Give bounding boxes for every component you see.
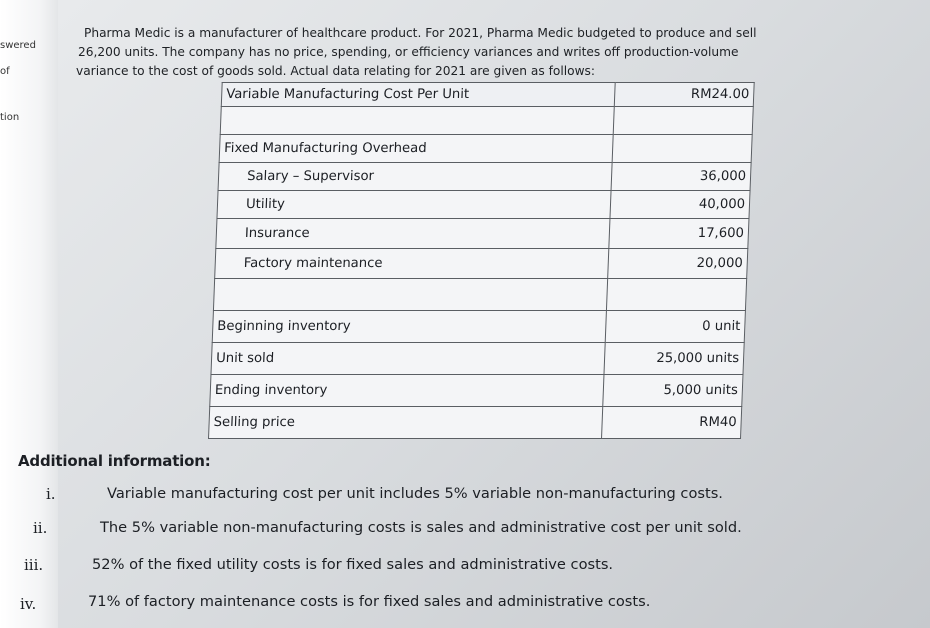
table-row — [221, 83, 754, 107]
table-row — [212, 311, 745, 343]
margin-fragment: of — [0, 66, 10, 77]
table-row — [217, 191, 750, 219]
table-row — [210, 375, 743, 407]
margin-fragment: tion — [0, 112, 20, 123]
row-value: 20,000 — [608, 249, 748, 279]
row-value: 40,000 — [610, 191, 750, 219]
table-row — [209, 407, 742, 439]
table-row — [211, 343, 744, 375]
note-text: 71% of factory maintenance costs is for fixed sales and administrative costs. — [88, 593, 651, 610]
table-row — [215, 249, 748, 279]
row-value: 17,600 — [609, 219, 749, 249]
table-row — [220, 107, 753, 135]
row-value — [613, 107, 753, 135]
note-text: The 5% variable non-manufacturing costs is sales and administrative cost per unit sold. — [100, 519, 742, 536]
table-row — [218, 163, 751, 191]
row-value: 5,000 units — [603, 375, 743, 407]
note-number: ii. — [33, 519, 48, 537]
table-row — [219, 135, 752, 163]
intro-line: Pharma Medic is a manufacturer of healthcare product. For 2021, Pharma Medic budgeted to produce and sell — [84, 26, 757, 40]
intro-line: variance to the cost of goods sold. Actual data relating for 2021 are given as follows: — [76, 64, 595, 78]
row-label: Ending inventory — [210, 375, 604, 407]
table-row — [213, 279, 746, 311]
margin-fragment: swered — [0, 40, 36, 51]
row-label: Selling price — [209, 407, 603, 439]
row-label — [213, 279, 607, 311]
intro-paragraph — [76, 24, 836, 81]
intro-line: 26,200 units. The company has no price, spending, or efficiency variances and writes off production-volume — [78, 45, 739, 59]
note-text: 52% of the fixed utility costs is for fixed sales and administrative costs. — [92, 556, 614, 573]
table-row — [216, 219, 749, 249]
note-text: Variable manufacturing cost per unit includes 5% variable non-manufacturing costs. — [107, 485, 723, 502]
row-label: Beginning inventory — [212, 311, 606, 343]
row-label: Variable Manufacturing Cost Per Unit — [221, 83, 615, 107]
row-label — [220, 107, 614, 135]
cost-data-table — [208, 82, 755, 439]
row-label: Factory maintenance — [215, 249, 609, 279]
row-value — [606, 279, 746, 311]
row-value: RM40 — [602, 407, 742, 439]
row-value: 0 unit — [605, 311, 745, 343]
row-value — [612, 135, 752, 163]
row-label: Salary – Supervisor — [218, 163, 612, 191]
note-number: i. — [46, 485, 56, 503]
note-number: iii. — [24, 556, 44, 574]
left-page-margin — [0, 0, 58, 628]
row-label: Fixed Manufacturing Overhead — [219, 135, 613, 163]
row-value: 36,000 — [611, 163, 751, 191]
row-value: RM24.00 — [614, 83, 754, 107]
row-value: 25,000 units — [604, 343, 744, 375]
row-label: Unit sold — [211, 343, 605, 375]
row-label: Insurance — [216, 219, 610, 249]
row-label: Utility — [217, 191, 611, 219]
additional-info-heading: Additional information: — [18, 452, 211, 470]
note-number: iv. — [20, 595, 37, 613]
